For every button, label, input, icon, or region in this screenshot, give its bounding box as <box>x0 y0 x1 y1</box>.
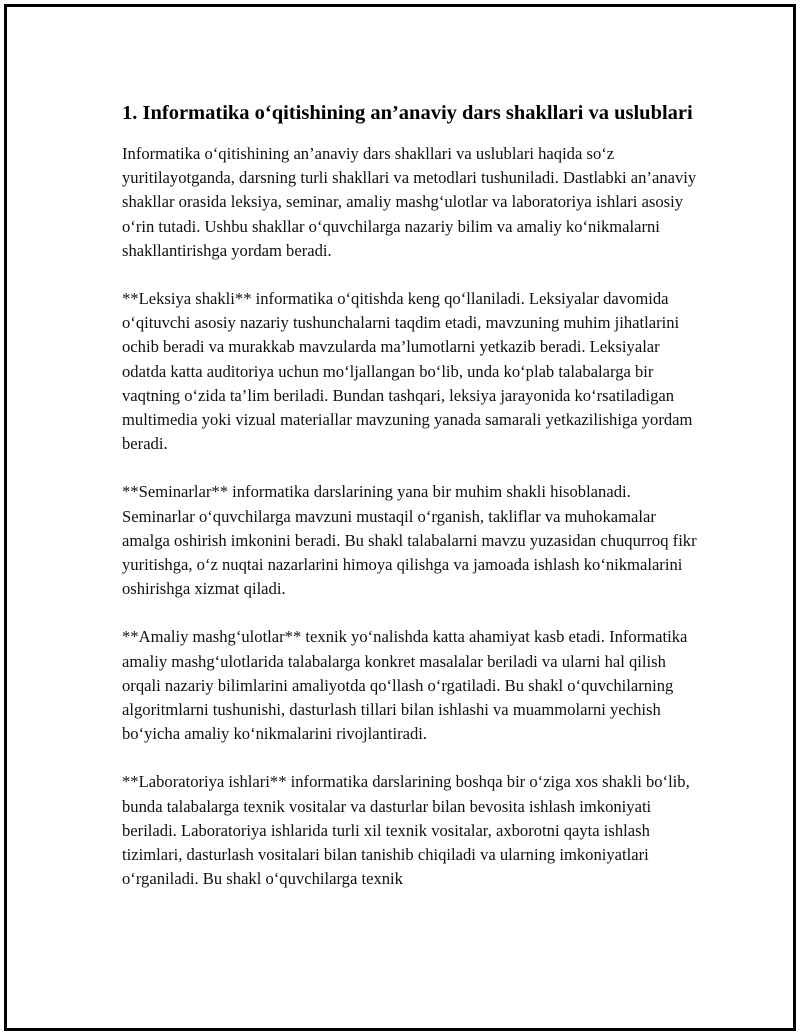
page-frame <box>4 4 796 1031</box>
paragraph-seminars: **Seminarlar** informatika darslarining yana bir muhim shakli hisoblanadi. Seminarlar o‘quvchilarga mavzuni mustaqil o‘rganish, takliflar va muhokamalar amalga oshirish imkonini beradi. Bu shakl talabalarni mavzu yuzasidan chuqurroq fikr yuritishga, o‘z nuqtai nazarlarini himoya qilishga va jamoada ishlash ko‘nikmalarini oshirishga xizmat qiladi. <box>122 482 697 599</box>
paragraph-practical: **Amaliy mashg‘ulotlar** texnik yo‘nalishda katta ahamiyat kasb etadi. Informatika amaliy mashg‘ulotlarida talabalarga konkret masalalar beriladi va ularni hal qilish orqali nazariy bilimlarini amaliyotda qo‘llash o‘rgatiladi. Bu shakl o‘quvchilarning algoritmlarni tushunishi, dasturlash tillari bilan ishlashi va muammolarni yechish bo‘yicha amaliy ko‘nikmalarini rivojlantiradi. <box>122 627 688 744</box>
section-heading: 1. Informatika o‘qitishining an’anaviy dars shakllari va uslublari <box>122 102 693 124</box>
document-body <box>122 100 697 891</box>
paragraph-lecture: **Leksiya shakli** informatika o‘qitishda keng qo‘llaniladi. Leksiyalar davomida o‘qituvchi asosiy nazariy tushunchalarni taqdim etadi, mavzuning muhim jihatlarini ochib beradi va murakkab mavzularda ma’lumotlarni yetkazib beradi. Leksiyalar odatda katta auditoriya uchun mo‘ljallangan bo‘lib, unda ko‘plab talabalarga bir vaqtning o‘zida ta’lim beriladi. Bundan tashqari, leksiya jarayonida ko‘rsatiladigan multimedia yoki vizual materiallar mavzuning yanada samarali yetkazilishiga yordam beradi. <box>122 289 693 454</box>
paragraph-laboratory: **Laboratoriya ishlari** informatika darslarining boshqa bir o‘ziga xos shakli bo‘lib, bunda talabalarga texnik vositalar va dasturlar bilan bevosita ishlash imkoniyati beriladi. Laboratoriya ishlarida turli xil texnik vositalar, axborotni qayta ishlash tizimlari, dasturlash vositalari bilan tanishib chiqiladi va ularning imkoniyatlari o‘rganiladi. Bu shakl o‘quvchilarga texnik <box>122 772 690 889</box>
paragraph-intro: Informatika o‘qitishining an’anaviy dars shakllari va uslublari haqida so‘z yuritilayotganda, darsning turli shakllari va metodlari tushuniladi. Dastlabki an’anaviy shakllar orasida leksiya, seminar, amaliy mashg‘ulotlar va laboratoriya ishlari asosiy o‘rin tutadi. Ushbu shakllar o‘quvchilarga nazariy bilim va amaliy ko‘nikmalarni shakllantirishga yordam beradi. <box>122 144 697 260</box>
